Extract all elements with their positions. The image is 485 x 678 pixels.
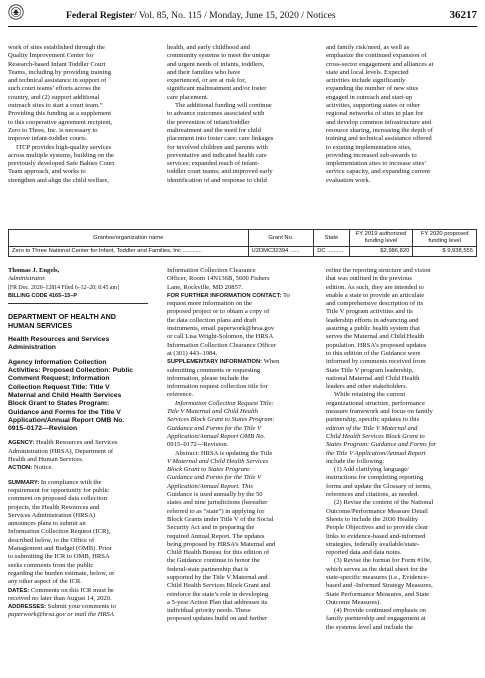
text-line: (1) Add clarifying language/ xyxy=(334,466,409,474)
text-line: and their families who have xyxy=(167,68,241,76)
dates-text-2: received no later than August 14, 2020. xyxy=(8,594,112,602)
text-line: Information Collection Request Title: xyxy=(175,399,274,407)
text-line: significant maltreatment and/or foster xyxy=(167,85,267,93)
text-line: for involved children and parents with xyxy=(167,143,268,151)
text-line: regional networks of sites to plan for xyxy=(326,110,424,118)
text-line: based and -Informed Strategy Measures, xyxy=(326,582,433,590)
text-line xyxy=(167,292,319,300)
title-line: 0915–0172—Revision xyxy=(8,425,78,433)
text-line: edition of the Title V Maternal and xyxy=(326,424,418,432)
addresses-label: ADDRESSES: xyxy=(8,604,47,611)
cell-fy2020: $ 9,938,555 xyxy=(413,247,477,257)
text-line: instruments, email paperwork@hrsa.gov xyxy=(167,325,275,333)
text-line: instructions for completing reporting xyxy=(326,474,424,482)
cell-fy2019: $2,986,820 xyxy=(349,247,413,257)
top-column-1 xyxy=(8,44,158,185)
summary-line: requirement for opportunity for public xyxy=(8,486,110,494)
text-line: state-specific measures (i.e., Evidence- xyxy=(326,573,429,581)
text-line: services; expanded reach of infant- xyxy=(167,160,260,168)
title-line: Block Grant to States Program: xyxy=(8,400,110,408)
summary-line: announces plans to submit an xyxy=(8,520,86,528)
text-line: Outcome/Performance Measure Detail xyxy=(326,507,428,515)
section-label-text: To xyxy=(281,291,290,299)
text-line: service capacity, and expanding current xyxy=(326,168,431,176)
text-line: cross-sector engagement and alliances at xyxy=(326,60,434,68)
summary-line: projects, the Health Resources and xyxy=(8,503,100,511)
text-line: Child Health Services Block Grant and xyxy=(167,582,271,590)
text-line: partnership, specific updates to this xyxy=(326,416,420,424)
text-line: improve infant-toddler courts. xyxy=(8,135,88,143)
text-line: references and citations, as needed. xyxy=(326,491,419,499)
text-line: include the following: xyxy=(326,457,385,465)
text-line: Title V program activities and its xyxy=(326,308,413,316)
text-line: Information Collection Clearance Officer xyxy=(167,341,277,349)
text-line: The additional funding will continue xyxy=(175,102,272,110)
title-line: Application/Annual Report OMB No. xyxy=(8,416,125,424)
text-line: Research-based Infant Toddler Court xyxy=(8,60,106,68)
text-line: states and nine jurisdictions (hereafter xyxy=(167,499,268,507)
addresses-text-2: paperwork@hrsa.gov or mail the HRSA xyxy=(8,611,114,619)
text-line: reported data and data notes. xyxy=(326,549,402,557)
right-column xyxy=(326,267,478,632)
summary-line: seeks comments from the public xyxy=(8,561,94,569)
top-column-3 xyxy=(326,44,478,185)
text-line: placement into foster care; care linkages xyxy=(167,135,274,143)
text-line: Providing this funding as a supplement xyxy=(8,110,112,118)
text-line: While retaining the current xyxy=(334,391,406,399)
section-label: SUPPLEMENTARY INFORMATION: xyxy=(167,359,263,366)
text-line: to this cooperative agreement recipient, xyxy=(8,118,113,126)
text-line: strengthen and align the child welfare, xyxy=(8,176,110,184)
text-line: national Maternal and Child Health xyxy=(326,374,420,382)
text-line: Sheets to include the 2030 Healthy xyxy=(326,515,419,523)
text-line: preventative and indicated health care xyxy=(167,151,267,159)
federal-register-seal-icon xyxy=(8,4,24,20)
section-label-text: When xyxy=(262,358,280,366)
text-line: Guidance and Forms for the Title V xyxy=(167,474,262,482)
text-line: at (301) 443–1984. xyxy=(167,349,218,357)
text-line: Application/Annual Report OMB No. xyxy=(167,432,266,440)
text-line: providing increased sub-awards to xyxy=(326,151,417,159)
agency-label: AGENCY: xyxy=(8,440,35,447)
text-line: Child Health Services Block Grant to xyxy=(326,432,425,440)
text-line: request more information on the xyxy=(167,300,252,308)
summary-line: described below, to the Office of xyxy=(8,536,95,544)
text-line: Security Act and in preparing the xyxy=(167,524,255,532)
text-line: State Title V program leadership, xyxy=(326,366,414,374)
text-line: strategies, federally available/state- xyxy=(326,540,420,548)
text-line: information request collection title for xyxy=(167,383,268,391)
text-line: and develop common infrastructure and xyxy=(326,118,432,126)
dept-line-2: HUMAN SERVICES xyxy=(8,321,73,330)
text-line: care placement. xyxy=(167,93,209,101)
text-line: state and local levels. Expected xyxy=(326,68,409,76)
text-line: (2) Revise the content of the National xyxy=(334,499,434,507)
text-line: or call Lisa Wright-Solomon, the HRSA xyxy=(167,333,274,341)
agency-text-3: Health and Human Services. xyxy=(8,456,84,464)
table-row xyxy=(9,247,477,257)
top-column-2 xyxy=(167,44,317,185)
summary-label: SUMMARY: xyxy=(8,479,41,486)
agency-line-1: Health Resources and Services xyxy=(8,336,110,344)
text-line: training and technical assistance offered xyxy=(326,135,432,143)
text-line: identification of and response to child xyxy=(167,176,267,184)
text-line: community systems to meet the unique xyxy=(167,52,271,60)
text-line: emphasize the continued expansion of xyxy=(326,52,427,60)
text-line: organizational structure, performance xyxy=(326,399,425,407)
text-line: and urgent needs of infants, toddlers, xyxy=(167,60,265,68)
dates-label: DATES: xyxy=(8,587,30,594)
text-line: a 5-year Action Plan that addresses its xyxy=(167,598,268,606)
col-header-fy2019: FY 2019 authorized funding level xyxy=(349,230,413,247)
text-line: reinforce the state’s role in developing xyxy=(167,590,269,598)
journal-name: Federal Register xyxy=(66,10,134,21)
signer-name: Thomas J. Engels, xyxy=(8,267,60,274)
text-line: and family risk/need, as well as xyxy=(326,44,410,51)
text-line: enable a state to provide an articulate xyxy=(326,291,425,299)
text-line: and technical assistance in support of xyxy=(8,77,107,85)
cell-grant-no: U2DMC32394 ...... xyxy=(248,247,314,257)
fr-doc: [FR Doc. 2020–12814 Filed 6–12–20; 8:45 am] xyxy=(8,284,119,291)
summary-line: Information Collection Request (ICR), xyxy=(8,528,111,536)
agency-text-2: Administration (HRSA), Department of xyxy=(8,447,114,455)
text-line: proposed project or to obtain a copy of xyxy=(167,308,270,316)
notice-title xyxy=(8,359,160,434)
text-line: engaged in outreach and start-up xyxy=(326,93,413,101)
text-line: health, and early childhood and xyxy=(167,44,250,51)
text-line: Information Collection Clearance xyxy=(167,267,256,274)
text-line: Lane, Rockville, MD 20857. xyxy=(167,283,243,291)
text-line: Guidance and Forms for the Title V xyxy=(167,424,262,432)
text-line: that was outlined in the previous xyxy=(326,275,412,283)
summary-line: regarding the burden estimate, below, or xyxy=(8,569,115,577)
signer-title: Administrator. xyxy=(8,275,46,283)
text-line: Officer, Room 14N136B, 5600 Fishers xyxy=(167,275,270,283)
text-line: referred to as “state”) in applying for xyxy=(167,507,265,515)
text-line: Block Grants under Title V of the Social xyxy=(167,515,274,523)
text-line: Outcome Measures). xyxy=(326,598,381,606)
issue-info: / Vol. 85, No. 115 / Monday, June 15, 2020 / Notices xyxy=(133,10,336,21)
text-line: the prevention of infant/toddler xyxy=(167,118,250,126)
text-line: measure framework and focus on family xyxy=(326,408,433,416)
col-header-grant-no: Grant No. xyxy=(248,230,314,247)
text-line xyxy=(167,358,319,366)
table-header-row xyxy=(9,230,477,247)
left-column xyxy=(8,267,160,620)
cell-grantee: Zero to Three National Center for Infant, Toddler and Families, Inc ............ xyxy=(9,247,249,257)
text-line: 0915–0172—Revision. xyxy=(167,441,229,449)
text-line: Quality Improvement Center for xyxy=(8,52,94,60)
summary-line: comment on proposed data collection xyxy=(8,495,107,503)
text-line: leaders and other stakeholders. xyxy=(326,383,408,391)
col-header-state: State xyxy=(314,230,349,247)
text-line: the Title V Application/Annual Report xyxy=(326,449,426,457)
text-line: the data collection plans and draft xyxy=(167,316,257,324)
summary-line: any other aspect of the ICR. xyxy=(8,578,82,586)
text-line: (3) Revise the format for Form #10e, xyxy=(334,557,432,565)
text-line: assuring a public health system that xyxy=(326,325,420,333)
text-line: toddler court teams; and improved early xyxy=(167,168,273,176)
text-line: implementation sites to increase sites’ xyxy=(326,160,427,168)
title-line: Maternal and Child Health Services xyxy=(8,391,122,399)
addresses-text-1: Submit your comments to xyxy=(47,603,116,611)
text-line: such court teams’ efforts across the xyxy=(8,85,101,93)
text-line: links to evidence-based and-informed xyxy=(326,532,426,540)
text-line: to existing implementation sites, xyxy=(326,143,412,151)
col-header-grantee: Grantee/organization name xyxy=(9,230,249,247)
text-line: activities include significantly xyxy=(326,77,406,85)
text-line: States Program: Guidance and Forms for xyxy=(326,441,437,449)
section-label: FOR FURTHER INFORMATION CONTACT: xyxy=(167,292,282,299)
text-line: Guidance is used annually by the 50 xyxy=(167,491,263,499)
summary-text: In compliance with the xyxy=(40,478,102,486)
text-line: Services Block Grant to States Program: xyxy=(167,416,275,424)
text-line: being proposed by HRSA’s Maternal and xyxy=(167,540,276,548)
summary-block xyxy=(8,479,160,587)
text-line: previously developed Safe Babies Court xyxy=(8,160,115,168)
text-line: to this edition of the Guidance were xyxy=(326,349,421,357)
cell-state: DC .......... xyxy=(314,247,349,257)
text-line: Team approach, and works to xyxy=(8,168,86,176)
text-line: individual priority needs. These xyxy=(167,607,251,615)
title-line: Collection Request Title: Title V xyxy=(8,383,110,391)
text-line: edition. As such, they are intended to xyxy=(326,283,424,291)
text-line: State Performance Measures, and State xyxy=(326,590,430,598)
text-line: (4) Provide continued emphasis on xyxy=(334,607,426,615)
text-line: population. HRSA’s proposed updates xyxy=(326,341,427,349)
agency-text-1: Health Resources and Services xyxy=(35,439,118,447)
text-line: work of sites established through the xyxy=(8,44,105,51)
text-line: experienced, or are at risk for, xyxy=(167,77,247,85)
text-line: Child Health Bureau for this edition of xyxy=(167,549,270,557)
text-line: maltreatment and the need for child xyxy=(167,126,261,134)
dept-line-1: DEPARTMENT OF HEALTH AND xyxy=(8,313,116,322)
text-line: outreach sites to start a court team.” xyxy=(8,102,103,110)
text-line: required Annual Report. The updates xyxy=(167,532,265,540)
text-line: forms and update the Glossary of terms, xyxy=(326,482,432,490)
text-line: and comprehensive description of its xyxy=(326,300,424,308)
text-line: country, and (2) support additional xyxy=(8,93,100,101)
title-line: Comment Request; Information xyxy=(8,375,110,383)
summary-line: Management and Budget (OMB). Prior xyxy=(8,545,112,553)
action-text: Notice. xyxy=(33,464,54,472)
text-line: federal-state partnership that is xyxy=(167,565,249,573)
text-line: refine the reporting structure and vision xyxy=(326,267,431,274)
text-line: expanding the number of new sites xyxy=(326,85,419,93)
text-line: People Objectives and to provide clear xyxy=(326,524,428,532)
text-line: resource sharing, increasing the depth of xyxy=(326,126,433,134)
text-line: proposed updates build on and further xyxy=(167,615,268,623)
text-line: information, please include the xyxy=(167,374,249,382)
page-number: 36217 xyxy=(449,9,477,21)
text-line: Zero to Three, Inc. is necessary to xyxy=(8,126,98,134)
col-header-fy2020: FY 2020 proposed funding level xyxy=(413,230,477,247)
divider xyxy=(8,303,148,304)
title-line: Guidance and Forms for the Title V xyxy=(8,408,121,416)
text-line: to advance outcomes associated with xyxy=(167,110,265,118)
funding-table xyxy=(8,229,477,257)
text-line: evaluation work. xyxy=(326,176,371,184)
text-line: informed by comments received from xyxy=(326,358,426,366)
text-line: Teams, including by providing training xyxy=(8,68,112,76)
text-line: serves the Maternal and Child Health xyxy=(326,333,425,341)
title-line: Activities: Proposed Collection: Public xyxy=(8,367,134,375)
dates-text-1: Comments on this ICR must be xyxy=(30,586,114,594)
text-line: the systems level and include the xyxy=(326,623,413,631)
text-line: Application/Annual Report. This xyxy=(167,482,253,490)
text-line: activities, supporting states or other xyxy=(326,102,420,110)
text-line: Title V Maternal and Child Health xyxy=(167,408,258,416)
text-line: submitting comments or requesting xyxy=(167,366,261,374)
header-citation xyxy=(66,10,336,21)
text-line: leadership efforts in advancing and xyxy=(326,316,419,324)
text-line: supported by the Title V Maternal and xyxy=(167,573,268,581)
text-line: the Guidance continue to honor the xyxy=(167,557,260,565)
action-label: ACTION: xyxy=(8,465,33,472)
text-line: Block Grant to States Program: xyxy=(167,466,251,474)
summary-line: to submitting the ICR to OMB, HRSA xyxy=(8,553,110,561)
billing-code: BILLING CODE 4165–15–P xyxy=(8,292,78,299)
summary-line xyxy=(8,479,160,487)
text-line: V Maternal and Child Health Services xyxy=(167,457,269,465)
page-header xyxy=(8,4,477,26)
text-line: Abstract: HRSA is updating the Title xyxy=(175,449,273,457)
text-line: which serves as the detail sheet for the xyxy=(326,565,428,573)
text-line: reference. xyxy=(167,391,194,399)
header-rule xyxy=(8,26,477,27)
middle-column xyxy=(167,267,319,624)
agency-line-2: Administration xyxy=(8,344,56,352)
summary-line: Services Administration (HRSA) xyxy=(8,511,96,519)
text-line: ITCP provides high-quality services xyxy=(16,143,112,151)
text-line: family partnership and engagement at xyxy=(326,615,426,623)
text-line: across multiple systems, building on the xyxy=(8,151,114,159)
title-line: Agency Information Collection xyxy=(8,358,107,366)
